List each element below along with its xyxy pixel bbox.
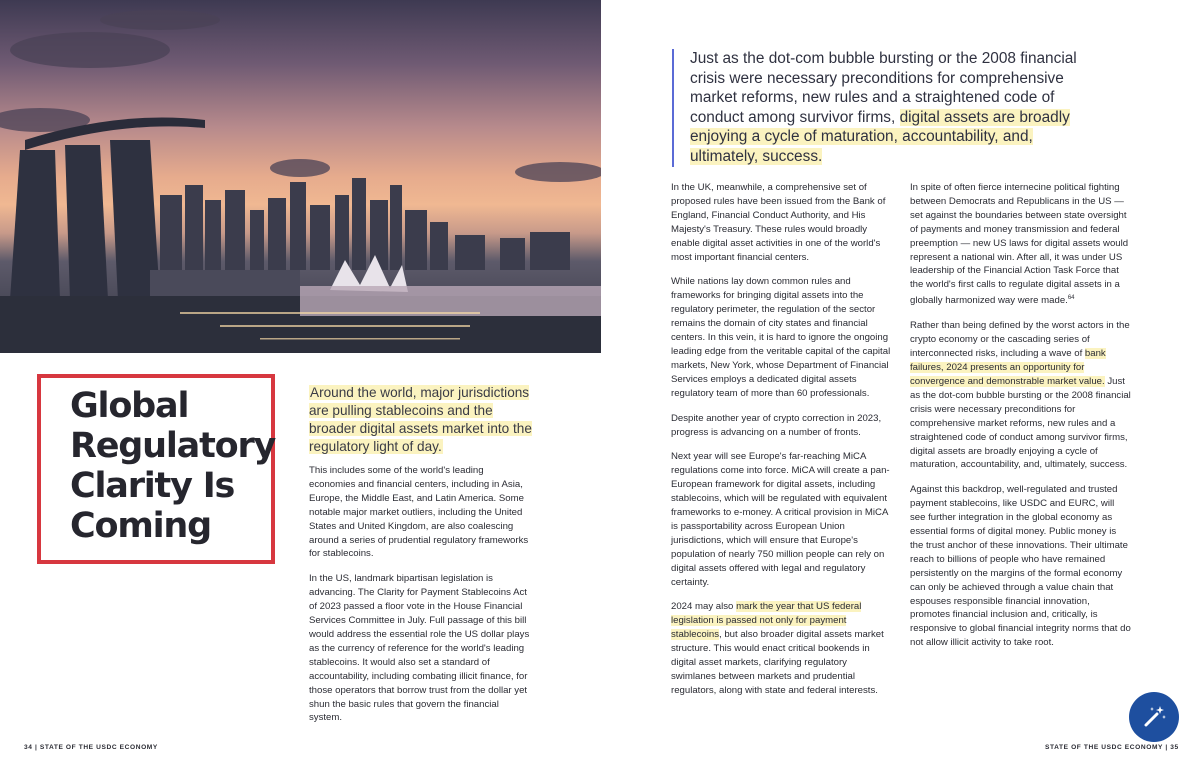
body-paragraph: In the US, landmark bipartisan legislation is advancing. The Clarity for Payment Stablecoins Act of 2023 passed a floor vote in the House Financial Services Committee in July. Full passage of this bill would address the essential role the US dollar plays as the currency of reference for the world's leading stablecoins. It would also set a standard of accountability, including combating illicit finance, for those operators that borrow trust from the dollar yet shun the basic rules that govern the financial system. bbox=[309, 573, 530, 724]
footer-left: 34 | STATE OF THE USDC ECONOMY bbox=[24, 744, 158, 751]
pull-quote-text: Just as the dot-com bubble bursting or the 2008 financial crisis were necessary preconditions for comprehensive market reforms, new rules and a straightened code of conduct among survivor firms, bbox=[690, 50, 1077, 126]
body-paragraph: Against this backdrop, well-regulated and trusted payment stablecoins, like USDC and EURC, will see further integration in the global economy as essential forms of digital money. Public money is the trust anchor of these innovations. Their ultimate reach to billions of people who have remained persistently on the margins of the formal economy can only be achieved through a value chain that espouses responsible financial innovation, promotes financial inclusion and, critically, is responsive to global financial integrity norms that do not allow illicit activity to take root. bbox=[910, 484, 1131, 649]
footer-right: STATE OF THE USDC ECONOMY | 35 bbox=[1045, 744, 1179, 751]
lead-paragraph bbox=[309, 384, 539, 456]
body-paragraph: While nations lay down common rules and frameworks for bringing digital assets into the regulatory perimeter, the regulation of the sector remains the domain of city states and financial centers. In this vein, it is hard to ignore the ongoing leading edge from the veritable capital of the capital markets, New York, whose Department of Financial Services employs a dedicated digital assets regulatory team of more than 60 professionals. bbox=[671, 276, 891, 399]
skyline-photo bbox=[0, 0, 601, 353]
magic-wand-icon bbox=[1140, 703, 1168, 731]
body-paragraph: In spite of often fierce internecine political fighting between Democrats and Republicans in the US — set against the boundaries between state oversight of payments and money transmission and federal preemption — new US laws for digital assets would represent a national win. After all, it was under US leadership of the Financial Action Task Force that the world's first calls to regulate digital assets in a globally harmonized way were made.$^{64}$ bbox=[910, 182, 1129, 307]
body-paragraph: 2024 may also mark the year that US federal legislation is passed not only for payment stablecoins, but also broader digital assets market structure. This would enact critical bookends in digital asset markets, clarifying regulatory swimlanes between markets and prudential regulators, along with state and federal interests. bbox=[671, 601, 884, 696]
body-paragraph: Rather than being defined by the worst actors in the crypto economy or the cascading series of interconnected risks, including a wave of bank failures, 2024 presents an opportunity for convergence and demonstrable market value. Just as the dot-com bubble bursting or the 2008 financial crisis were necessary preconditions for comprehensive market reforms, new rules and a straightened code of conduct among survivor firms, digital assets are broadly enjoying a cycle of maturation, accountability, and, ultimately, success. bbox=[910, 320, 1131, 471]
left-body-column bbox=[309, 464, 531, 736]
page-title: Global Regulatory Clarity Is Coming bbox=[70, 386, 276, 546]
lead-highlight: Around the world, major jurisdictions are pulling stablecoins and the broader digital assets market into the regulatory light of day. bbox=[309, 385, 532, 454]
body-paragraph: Despite another year of crypto correction in 2023, progress is advancing on a number of fronts. bbox=[671, 412, 882, 438]
right-body-column-1 bbox=[671, 181, 893, 709]
pull-quote-highlight: digital assets are broadly enjoying a cycle of maturation, accountability, and, ultimately, success. bbox=[690, 108, 1070, 165]
body-paragraph: Next year will see Europe's far-reaching MiCA regulations come into force. MiCA will create a pan-European framework for digital assets, including stablecoins, which will be regulated with equivalent frameworks to e-money. A critical provision in MiCA is passportability across European Union jurisdictions, which will ensure that Europe's population of nearly 750 million people can rely on digital assets offered with legal and regulatory certainty. bbox=[671, 451, 890, 588]
body-paragraph: This includes some of the world's leading economies and financial centers, including in Asia, Europe, the Middle East, and Latin America. Some notable major market outliers, including the United States and United Kingdom, are also coalescing around a series of prudential regulatory frameworks for stablecoins. bbox=[309, 465, 529, 560]
magic-wand-button[interactable] bbox=[1129, 692, 1179, 742]
text-highlight: bank failures, 2024 presents an opportunity for convergence and demonstrable market value. bbox=[910, 348, 1106, 387]
body-paragraph: In the UK, meanwhile, a comprehensive set of proposed rules have been issued from the Bank of England, Financial Conduct Authority, and His Majesty's Treasury. These rules would broadly enable digital asset activities in one of the world's most important financial centers. bbox=[671, 182, 886, 263]
text-highlight: mark the year that US federal legislation is passed not only for payment stablecoins bbox=[671, 601, 862, 641]
pull-quote bbox=[672, 49, 1102, 167]
footnote-marker: 64 bbox=[1067, 295, 1075, 302]
right-body-column-2 bbox=[910, 181, 1132, 661]
title-box bbox=[37, 374, 275, 564]
